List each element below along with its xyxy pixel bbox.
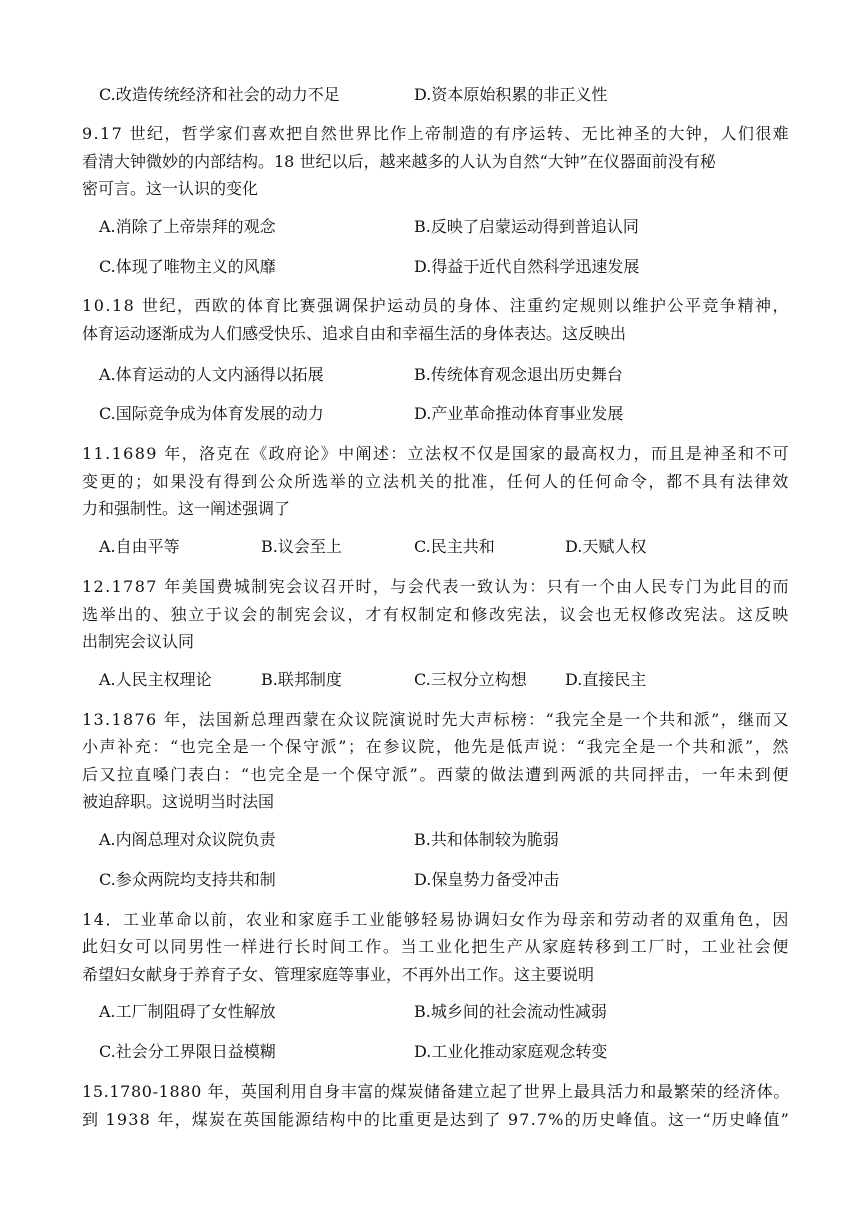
q10-stem-line-2: 体育运动逐渐成为人们感受快乐、追求自由和幸福生活的身体表达。这反映出 xyxy=(82,324,627,343)
q9-stem-line-2: 看清大钟微妙的内部结构。18 世纪以后，越来越多的人认为自然“大钟”在仪器面前没有秘 xyxy=(82,152,716,171)
q15-stem-line-1: 15.1780-1880 年，英国利用自身丰富的煤炭储备建立起了世界上最具活力和最繁荣的经济体。 xyxy=(82,1082,790,1101)
q14-option-b: B.城乡间的社会流动性减弱 xyxy=(414,1002,607,1021)
q14-option-c: C.社会分工界限日益模糊 xyxy=(99,1042,276,1061)
q11-stem-line-3: 力和强制性。这一阐述强调了 xyxy=(82,499,291,518)
q8-option-d: D.资本原始积累的非正义性 xyxy=(414,85,608,104)
q12-stem-line-2: 选举出的、独立于议会的制宪会议，才有权制定和修改宪法，议会也无权修改宪法。这反映 xyxy=(82,605,790,624)
q12-option-c: C.三权分立构想 xyxy=(414,670,527,689)
q11-option-a: A.自由平等 xyxy=(99,537,180,556)
q10-option-d: D.产业革命推动体育事业发展 xyxy=(414,404,624,423)
q9-stem-line-1: 9.17 世纪，哲学家们喜欢把自然世界比作上帝制造的有序运转、无比神圣的大钟，人们很难 xyxy=(82,124,790,143)
q9-option-c: C.体现了唯物主义的风靡 xyxy=(99,257,276,276)
q13-option-c: C.参众两院均支持共和制 xyxy=(99,870,276,889)
q11-stem-line-2: 变更的；如果没有得到公众所选举的立法机关的批准，任何人的任何命令，都不具有法律效 xyxy=(82,472,790,491)
q13-option-b: B.共和体制较为脆弱 xyxy=(414,830,559,849)
q14-stem-line-1: 14．工业革命以前，农业和家庭手工业能够轻易协调妇女作为母亲和劳动者的双重角色，因 xyxy=(82,910,790,929)
q14-option-a: A.工厂制阻碍了女性解放 xyxy=(99,1002,276,1021)
q14-option-d: D.工业化推动家庭观念转变 xyxy=(414,1042,608,1061)
q15-stem-line-2: 到 1938 年，煤炭在英国能源结构中的比重更是达到了 97.7%的历史峰值。这一“历史峰值” xyxy=(82,1110,790,1129)
q11-option-b: B.议会至上 xyxy=(261,537,342,556)
q12-option-d: D.直接民主 xyxy=(565,670,647,689)
q13-stem-line-3: 后又拉直嗓门表白：“也完全是一个保守派”。西蒙的做法遭到两派的共同抨击，一年未到便 xyxy=(82,765,790,784)
q8-option-c: C.改造传统经济和社会的动力不足 xyxy=(99,85,340,104)
q9-option-d: D.得益于近代自然科学迅速发展 xyxy=(414,257,640,276)
q14-stem-line-2: 此妇女可以同男性一样进行长时间工作。当工业化把生产从家庭转移到工厂时，工业社会便 xyxy=(82,937,790,956)
q10-option-c: C.国际竞争成为体育发展的动力 xyxy=(99,404,324,423)
q11-stem-line-1: 11.1689 年，洛克在《政府论》中阐述：立法权不仅是国家的最高权力，而且是神圣和不可 xyxy=(82,444,790,463)
q13-stem-line-4: 被迫辞职。这说明当时法国 xyxy=(82,792,275,811)
q10-stem-line-1: 10.18 世纪，西欧的体育比赛强调保护运动员的身体、注重约定规则以维护公平竞争精神， xyxy=(82,296,790,315)
q9-stem-line-3: 密可言。这一认识的变化 xyxy=(82,179,259,198)
q10-option-b: B.传统体育观念退出历史舞台 xyxy=(414,365,623,384)
q13-stem-line-1: 13.1876 年，法国新总理西蒙在众议院演说时先大声标榜：“我完全是一个共和派”，继而又 xyxy=(82,710,790,729)
q11-option-c: C.民主共和 xyxy=(414,537,495,556)
q12-stem-line-1: 12.1787 年美国费城制宪会议召开时，与会代表一致认为：只有一个由人民专门为此目的而 xyxy=(82,577,790,596)
q9-option-a: A.消除了上帝崇拜的观念 xyxy=(99,217,276,236)
q12-stem-line-3: 出制宪会议认同 xyxy=(82,632,195,651)
q14-stem-line-3: 希望妇女献身于养育子女、管理家庭等事业，不再外出工作。这主要说明 xyxy=(82,965,595,984)
q13-option-a: A.内阁总理对众议院负责 xyxy=(99,830,276,849)
q12-option-a: A.人民主权理论 xyxy=(99,670,212,689)
q12-option-b: B.联邦制度 xyxy=(261,670,342,689)
q13-option-d: D.保皇势力备受冲击 xyxy=(414,870,560,889)
q9-option-b: B.反映了启蒙运动得到普追认同 xyxy=(414,217,639,236)
q13-stem-line-2: 小声补充：“也完全是一个保守派”；在参议院，他先是低声说：“我完全是一个共和派”，然 xyxy=(82,737,790,756)
q10-option-a: A.体育运动的人文内涵得以拓展 xyxy=(99,365,324,384)
q11-option-d: D.天赋人权 xyxy=(565,537,647,556)
